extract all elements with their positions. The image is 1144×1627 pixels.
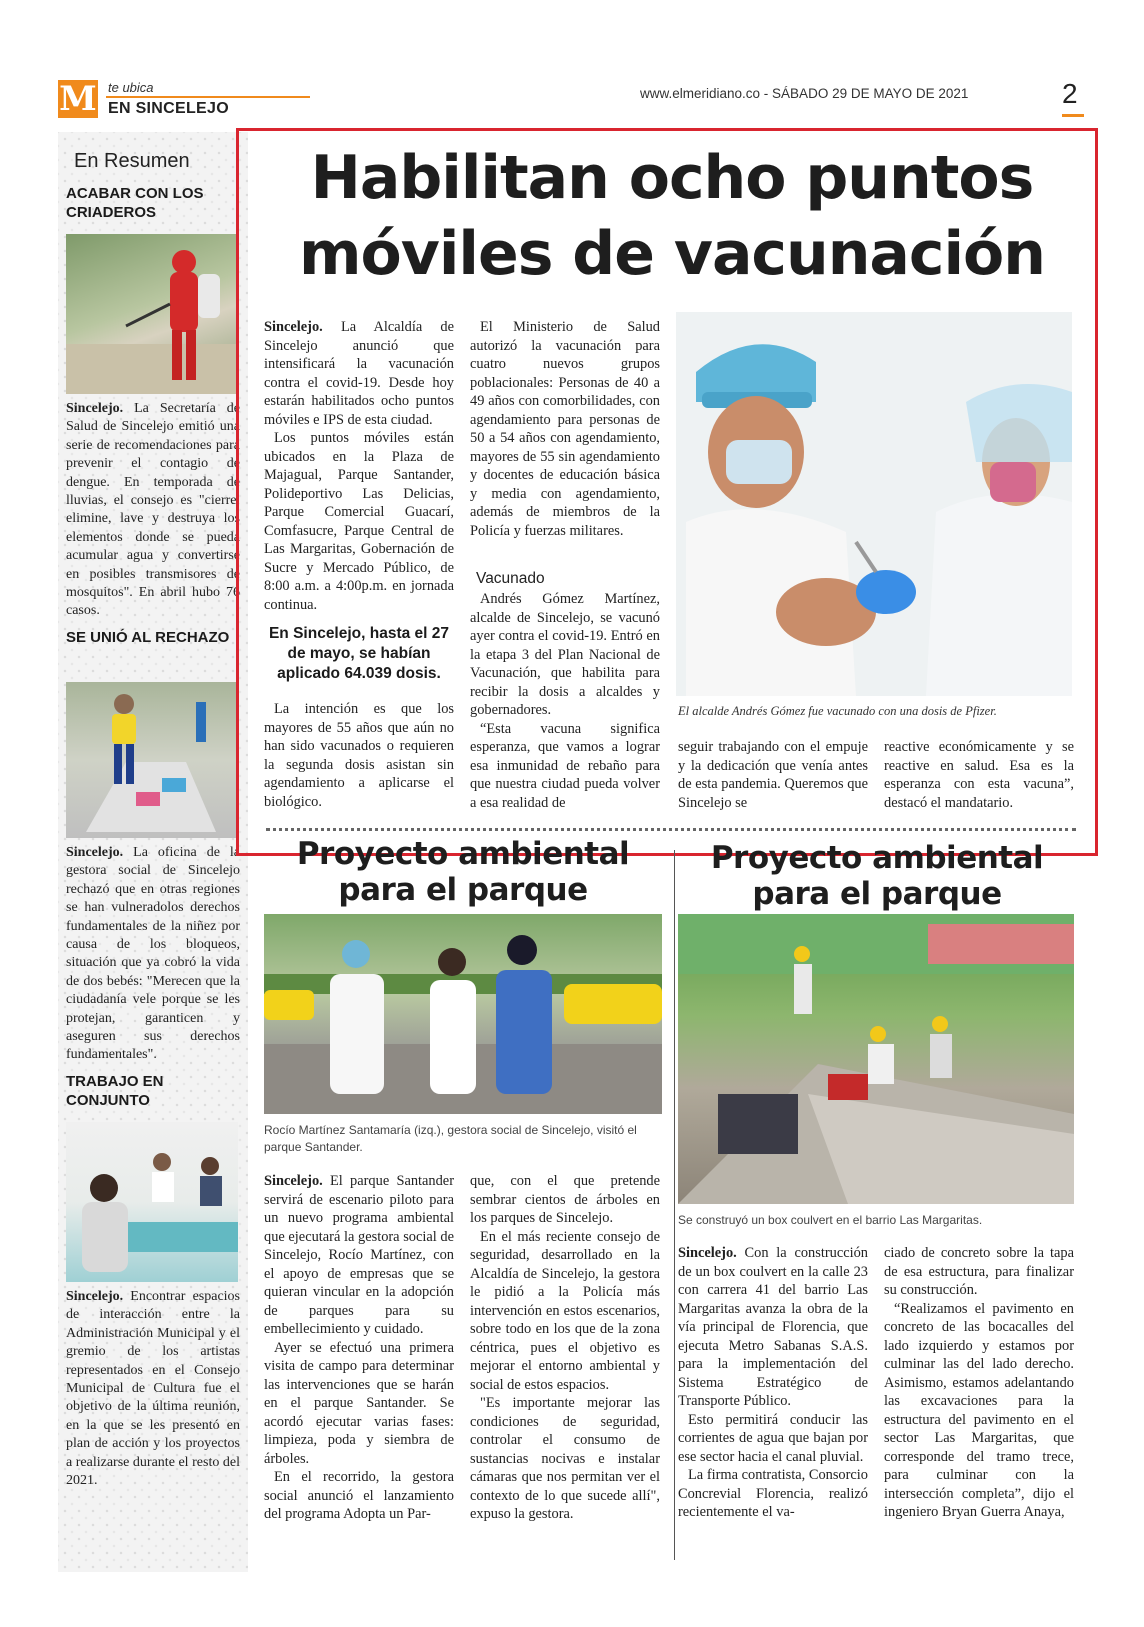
sidebar-heading-2: SE UNIÓ AL RECHAZO — [66, 629, 230, 646]
main-col-2: El Ministerio de Salud autorizó la vacunación para cuatro nuevos grupos poblacionales: Personas de 40 a 49 años con comorbilidades, con agendamiento para personas de 50 a 54 años con agendamiento, mayores de 55 sin agendamiento y docentes de educación básica y media con agendamiento, además de miembros de la Policía y fuerzas militares. — [470, 319, 660, 539]
newspaper-logo: M — [59, 79, 97, 119]
column-divider — [674, 850, 675, 1560]
sidebar-text-3: Sincelejo. Encontrar espacios de interacción entre la Administración Municipal y el gremio de los artistas representados en el Consejo Municipal de Cultura fue el objetivo de la última reunión, en la que se les presentó en plan de acción y los proyectos a realizarse durante el resto del 2021. — [66, 1289, 240, 1489]
construction-illustration — [678, 914, 1074, 1204]
main-col-4: reactive económicamente y se reactive en salud. Esa es la esperanza con esta vacuna”, destacó el mandatario. — [884, 739, 1074, 811]
main-col-3: seguir trabajando con el empuje y la dedicación que venía antes de esta pandemia. Queremos que Sincelejo se — [678, 739, 868, 811]
main-headline: Habilitan ocho puntos móviles de vacunación — [299, 143, 1045, 289]
section-rule — [106, 96, 310, 98]
story-right-col-2: ciado de concreto sobre la tapa de esa estructura, para finalizar su construcción. “Realizamos el pavimento en concreto de las bocacalles del lado izquierdo y estamos por culminar las del lado derecho. Asimismo, estamos adelantando las excavaciones para la estructura del pavimento en el sector Las Margaritas, que corresponde del tramo trece, para culminar con la intersección completa”, dijo el ingeniero Bryan Guerra Anaya, — [884, 1245, 1074, 1520]
story-left-col-1: Sincelejo. El parque Santander servirá de escenario piloto para un nuevo programa ambiental que ejecutará la gestora social de Sincelejo, Rocío Martínez, con el apoyo de empresas que se quieran vincular en la adopción de parques para su embellecimiento y cuidado. Ayer se efectuó una primera visita de campo para determinar las intervenciones que se harán en el parque Santander. Se acordó ejecutar varias fases: limpieza, poda y siembra de árboles. En el recorrido, la gestora social anunció el lanzamiento del programa Adopta un Par- — [264, 1173, 454, 1522]
main-col-2-end: Andrés Gómez Martínez, alcalde de Sincelejo, se vacunó ayer contra el covid-19. Entró en la etapa 3 del Plan Nacional de Vacunación, que habilita para recibir la dosis a alcaldes y gobernadores. “Esta vacuna significa esperanza, que vamos a lograr esa inmunidad de rebaño para que nuestra ciudad pueda volver a esa realidad de — [470, 591, 660, 811]
story-right-photo — [678, 914, 1074, 1204]
vaccination-illustration — [676, 312, 1072, 696]
sidebar-heading-3: TRABAJO EN CONJUNTO — [66, 1073, 164, 1109]
main-photo-caption: El alcalde Andrés Gómez fue vacunado con una dosis de Pfizer. — [678, 704, 997, 718]
section-title: EN SINCELEJO — [108, 100, 229, 117]
page-number-rule — [1062, 114, 1084, 117]
sidebar-photo-meeting — [66, 1122, 238, 1282]
page-number: 2 — [1062, 78, 1078, 109]
sidebar-title: En Resumen — [74, 150, 190, 172]
main-subhead: Vacunado — [476, 570, 545, 587]
section-kicker: te ubica — [108, 80, 154, 95]
story-right-headline: Proyecto ambiental para el parque — [710, 840, 1044, 912]
story-left-caption: Rocío Martínez Santamaría (izq.), gestora social de Sincelejo, visitó el parque Santander. — [264, 1123, 637, 1154]
park-visit-illustration — [264, 914, 662, 1114]
masthead-date: www.elmeridiano.co - SÁBADO 29 DE MAYO DE 2021 — [640, 86, 969, 101]
sidebar-text-1: Sincelejo. La Secretaría de Salud de Sincelejo emitió una serie de recomendaciones para prevenir el contagio de dengue. En temporada de lluvias, el consejo es "cierre, elimine, lave y destruya los elementos donde se pueda acumular agua y convertirse en posibles transmisores de mosquitos". En abril hubo 76 casos. — [66, 401, 240, 619]
story-left-headline: Proyecto ambiental para el parque — [296, 836, 630, 908]
sidebar-text-2: Sincelejo. La oficina de la gestora social de Sincelejo rechazó que en otras regiones se han vulneradolos derechos fundamentales de la niñez por causa de los bloqueos, situación que ya cobró la vida de dos bebés: "Merecen que la ciudadanía vele porque se les protejan, garanticen y aseguren sus derechos fundamentales". — [66, 845, 241, 1063]
main-pullquote: En Sincelejo, hasta el 27 de mayo, se habían aplicado 64.039 dosis. — [268, 625, 450, 682]
story-right-col-1: Sincelejo. Con la construcción de un box coulvert en la calle 23 con carrera 41 del barrio Las Margaritas avanza la obra de la vía principal de Florencia, que ejecuta Metro Sabanas S.A.S. para la implementación del Sistema Estratégico de Transporte Público. Esto permitirá conducir las corrientes de agua que bajan por ese sector hacia el canal pluvial. La firma contratista, Consorcio Concrevial Florencia, realizó recientemente el va- — [678, 1245, 868, 1520]
story-left-col-2: que, con el que pretende sembrar cientos de árboles en los parques de Sincelejo. En el más reciente consejo de seguridad, desarrollado en la Alcaldía de Sincelejo, la gestora le pidió a la Policía más intervención en estos escenarios, sobre todo en los que de la zona céntrica, pues el objetivo es mejorar el entorno ambiental y social de estos espacios. "Es importante mejorar las condiciones de seguridad, controlar el consumo de sustancias nocivas e instalar cámaras que nos permitan ver el contexto de lo que sucede allí", expuso la gestora. — [470, 1173, 660, 1522]
main-col-1-end: La intención es que los mayores de 55 años que aún no han sido vacunados o requieren la segunda dosis asistan sin agendamiento a aplicarse el biológico. — [264, 701, 454, 810]
child-hopscotch-illustration — [66, 682, 238, 838]
main-photo-vaccination — [676, 312, 1072, 696]
story-left-photo — [264, 914, 662, 1114]
meeting-illustration — [66, 1122, 238, 1282]
fumigator-illustration — [66, 234, 238, 394]
sidebar-heading-1: ACABAR CON LOS CRIADEROS — [66, 185, 204, 221]
story-right-caption: Se construyó un box coulvert en el barrio Las Margaritas. — [678, 1213, 983, 1227]
section-divider — [266, 828, 1076, 831]
sidebar-photo-child — [66, 682, 238, 838]
sidebar-photo-fumigation — [66, 234, 238, 394]
main-col-1: Sincelejo. La Alcaldía de Sincelejo anunció que intensificará la vacunación contra el covid-19. Desde hoy estarán habilitados ocho puntos móviles e IPS de esta ciudad. Los puntos móviles están ubicados en la Plaza de Majagual, Parque Santander, Polideportivo Las Delicias, Parque Comercial Guacarí, Comfasucre, Parque Central de Las Margaritas, Gobernación de Sucre y Mercado Público, de 8:00 a.m. a 4:00p.m. en jornada continua. — [264, 319, 454, 613]
